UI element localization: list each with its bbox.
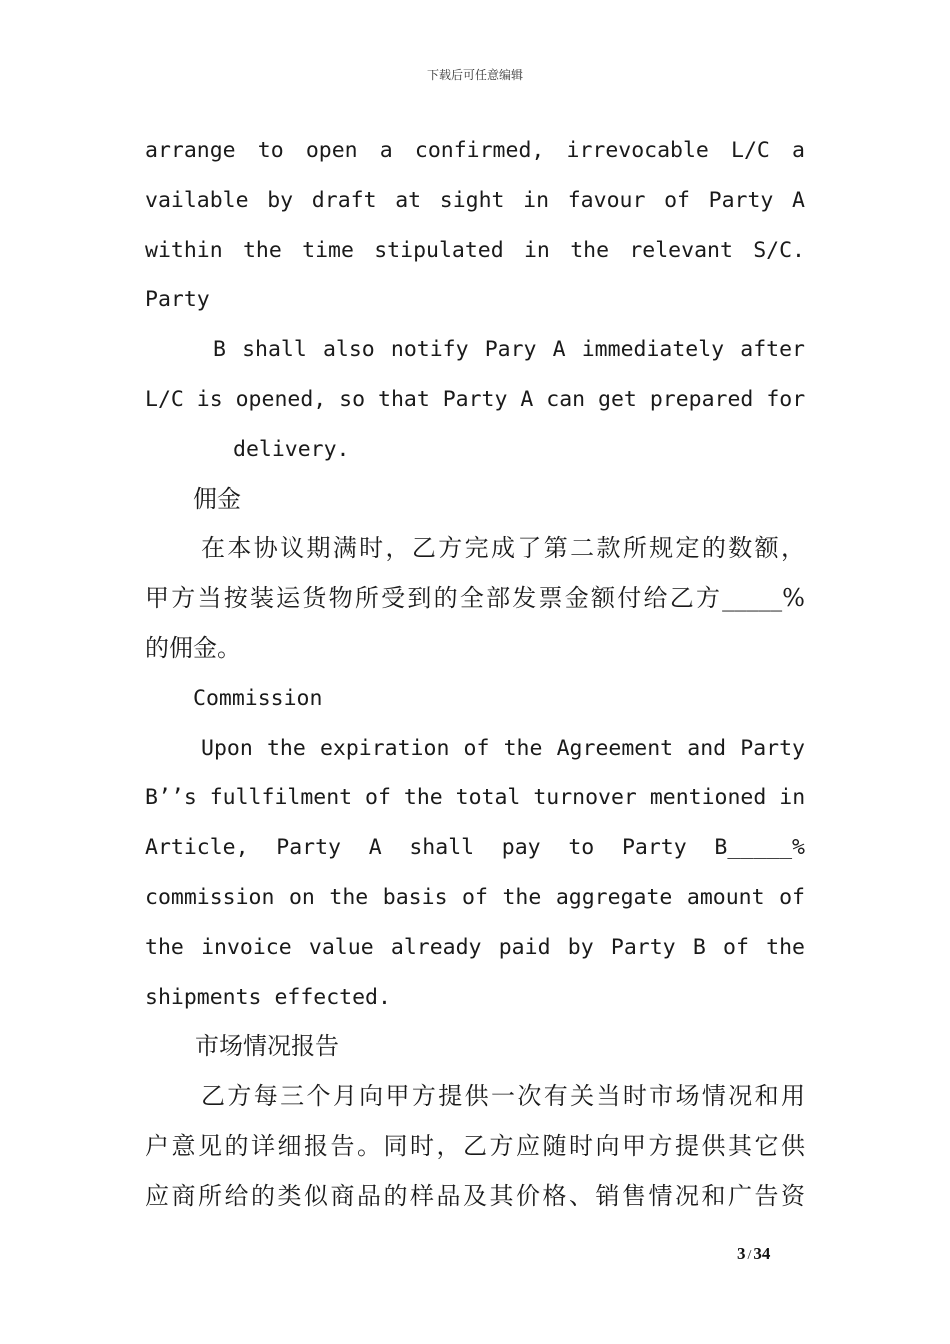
- body-line: commission on the basis of the aggregate amount of: [145, 884, 805, 910]
- section-heading-market-report: 市场情况报告: [195, 1032, 339, 1061]
- body-line: delivery.: [233, 436, 350, 462]
- body-line: arrange to open a confirmed, irrevocable L/C a: [145, 138, 805, 163]
- body-line: shipments effected.: [145, 984, 391, 1010]
- body-line: Upon the expiration of the Agreement and Party: [201, 735, 805, 761]
- body-line: 应商所给的类似商品的样品及其价格、销售情况和广告资: [145, 1181, 805, 1210]
- body-line: 的佣金。: [145, 633, 241, 662]
- body-line: Article, Party A shall pay to Party B_____%: [145, 835, 805, 861]
- body-line: 甲方当按装运货物所受到的全部发票金额付给乙方_____%: [145, 584, 805, 613]
- page-header: 下载后可任意编辑: [426, 68, 523, 82]
- document-body: [145, 126, 805, 1222]
- section-heading-commission-zh: 佣金: [193, 484, 241, 513]
- page-separator: /: [747, 1248, 752, 1263]
- body-line: 在本协议期满时，乙方完成了第二款所规定的数额，: [201, 534, 805, 563]
- total-pages: 34: [753, 1244, 771, 1263]
- body-line: 乙方每三个月向甲方提供一次有关当时市场情况和用: [201, 1082, 805, 1111]
- page-number: [737, 1244, 770, 1264]
- body-line: B’’s fullfilment of the total turnover mentioned in: [145, 785, 806, 811]
- section-heading-commission: Commission: [193, 685, 323, 711]
- body-line: vailable by draft at sight in favour of Party A: [145, 187, 805, 213]
- body-line: the invoice value already paid by Party B of the: [145, 934, 805, 960]
- body-line: within the time stipulated in the relevant S/C.: [145, 237, 805, 263]
- current-page: 3: [737, 1244, 746, 1263]
- body-line: 户意见的详细报告。同时，乙方应随时向甲方提供其它供: [145, 1131, 805, 1160]
- body-line: Party: [145, 287, 210, 313]
- body-line: L/C is opened, so that Party A can get prepared for: [145, 386, 806, 412]
- body-line: B shall also notify Pary A immediately after: [213, 337, 805, 363]
